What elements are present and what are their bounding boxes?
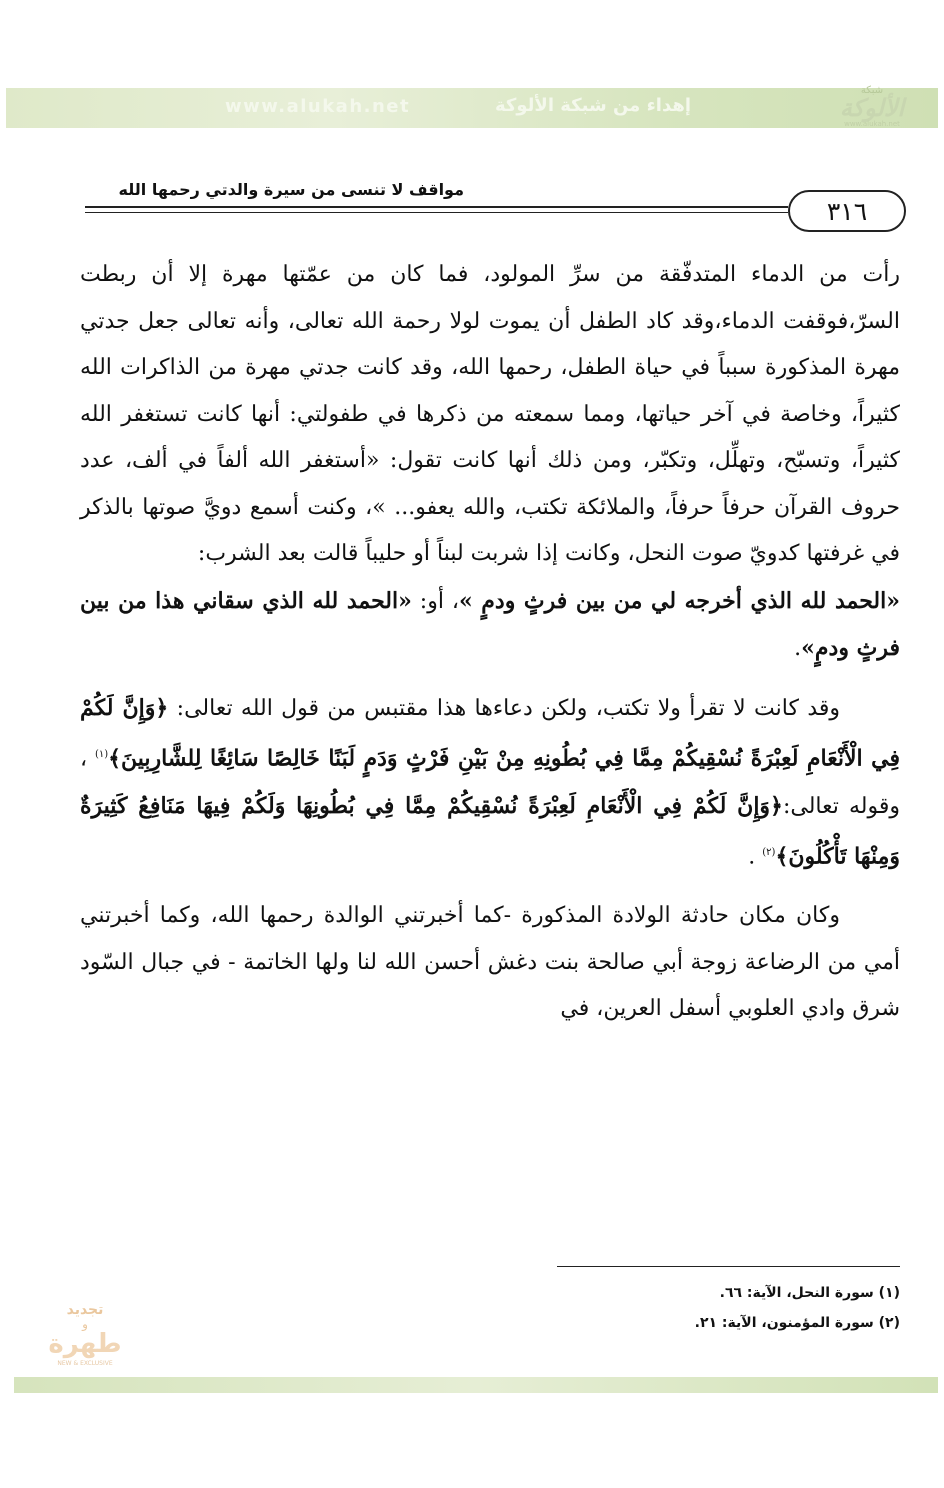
paragraph-2 <box>80 685 900 882</box>
footnote-rule <box>557 1266 900 1267</box>
running-head: مواقف لا تنسى من سيرة والدتي رحمها الله <box>118 180 464 199</box>
logo-top-text: شبكة <box>860 84 884 96</box>
gift-text: إهداء من شبكة الألوكة <box>495 95 691 116</box>
paragraph-3 <box>80 893 900 1033</box>
header-rule <box>85 206 788 208</box>
quran-verse-2: ﴿وَإِنَّ لَكُمْ فِي الْأَنْعَامِ لَعِبْرَةً نُسْقِيكُمْ مِمَّا فِي بُطُونِهَا وَلَكُمْ فِيهَا مَنَافِعُ كَثِيرَةٌ وَمِنْهَا تَأْكُلُونَ﴾ <box>80 792 900 870</box>
header-rule-thin <box>85 212 788 213</box>
new-exclusive-stamp <box>28 1296 142 1368</box>
paragraph-2-mid: ، وقوله تعالى: <box>80 746 900 819</box>
stamp-line-3: طهرة <box>48 1329 122 1359</box>
footnote-ref-1[interactable]: (١) <box>94 749 109 760</box>
stamp-line-1: تجديد <box>66 1302 104 1318</box>
quran-verse-1: ﴿وَإِنَّ لَكُمْ فِي الْأَنْعَامِ لَعِبْرَةً نُسْقِيكُمْ مِمَّا فِي بُطُونِهِ مِنْ بَيْنِ فَرْثٍ وَدَمٍ لَبَنًا خَالِصًا سَائِغًا لِلشَّارِبِينَ﴾ <box>80 694 900 772</box>
paragraph-2-intro: وقد كانت لا تقرأ ولا تكتب، ولكن دعاءها هذا مقتبس من قول الله تعالى: <box>168 695 841 721</box>
stamp-line-2: و <box>82 1317 88 1331</box>
paragraph-1-text: رأت من الدماء المتدفّقة من سرِّ المولود، فما كان من عمّتها مهرة إلا أن ربطت السرّ،فوقفت الدماء،وقد كاد الطفل أن يموت لولا رحمة الله تعالى، وأنه تعالى جعل جدتي مهرة المذكورة سبباً في حياة الطفل، رحمها الله، وقد كانت جدتي مهرة من الذاكرات الله كثيراً، وخاصة في آخر حياتها، ومما سمعته من ذكرها في طفولتي: أنها كانت تستغفر الله كثيراً، وتسبّح، وتهلِّل، وتكبّر، ومن ذلك أنها كانت تقول: «أستغفر الله ألفاً في ألف، عدد حروف القرآن حرفاً حرفاً، والملائكة تكتب، والله يعفو... »، وكنت أسمع دويَّ صوتها بالذكر في غرفتها كدويّ صوت النحل، وكانت إذا شربت لبناً أو حليباً قالت بعد الشرب: <box>80 262 900 566</box>
main-text <box>80 252 900 1033</box>
paragraph-1 <box>80 252 900 673</box>
quote-1: «الحمد لله الذي أخرجه لي من بين فرثٍ ودمٍ » <box>458 587 900 614</box>
header-band <box>6 88 938 128</box>
footnote-2: (٢) سورة المؤمنون، الآية: ٢١. <box>694 1315 900 1331</box>
logo-url-text: www.alukah.net <box>844 119 900 128</box>
footer-band <box>14 1377 938 1393</box>
paragraph-3-text: وكان مكان حادثة الولادة المذكورة -كما أخبرتني الوالدة رحمها الله، وكما أخبرتني أمي من الرضاعة زوجة أبي صالحة بنت دغش أحسن الله لنا ولها الخاتمة - في جبال السّود شرق وادي العلوبي أسفل العرين، في <box>80 903 900 1022</box>
logo-main-text: الألوكة <box>839 93 905 122</box>
connector-text: ، أو: <box>411 588 459 614</box>
footnotes <box>480 1278 900 1338</box>
page-number: ٣١٦ <box>788 190 906 232</box>
footnote-ref-2[interactable]: (٢) <box>762 847 776 859</box>
footnote-1: (١) سورة النحل، الآية: ٦٦. <box>719 1285 900 1301</box>
paragraph-1-end: . <box>794 636 802 661</box>
site-url: www.alukah.net <box>225 96 411 117</box>
paragraph-2-end: . <box>748 844 763 870</box>
quote-2: «الحمد لله الذي سقاني هذا من بين فرثٍ ودمٍ» <box>80 587 900 661</box>
alukah-logo <box>818 80 926 132</box>
stamp-line-4: NEW & EXCLUSIVE <box>57 1360 113 1367</box>
